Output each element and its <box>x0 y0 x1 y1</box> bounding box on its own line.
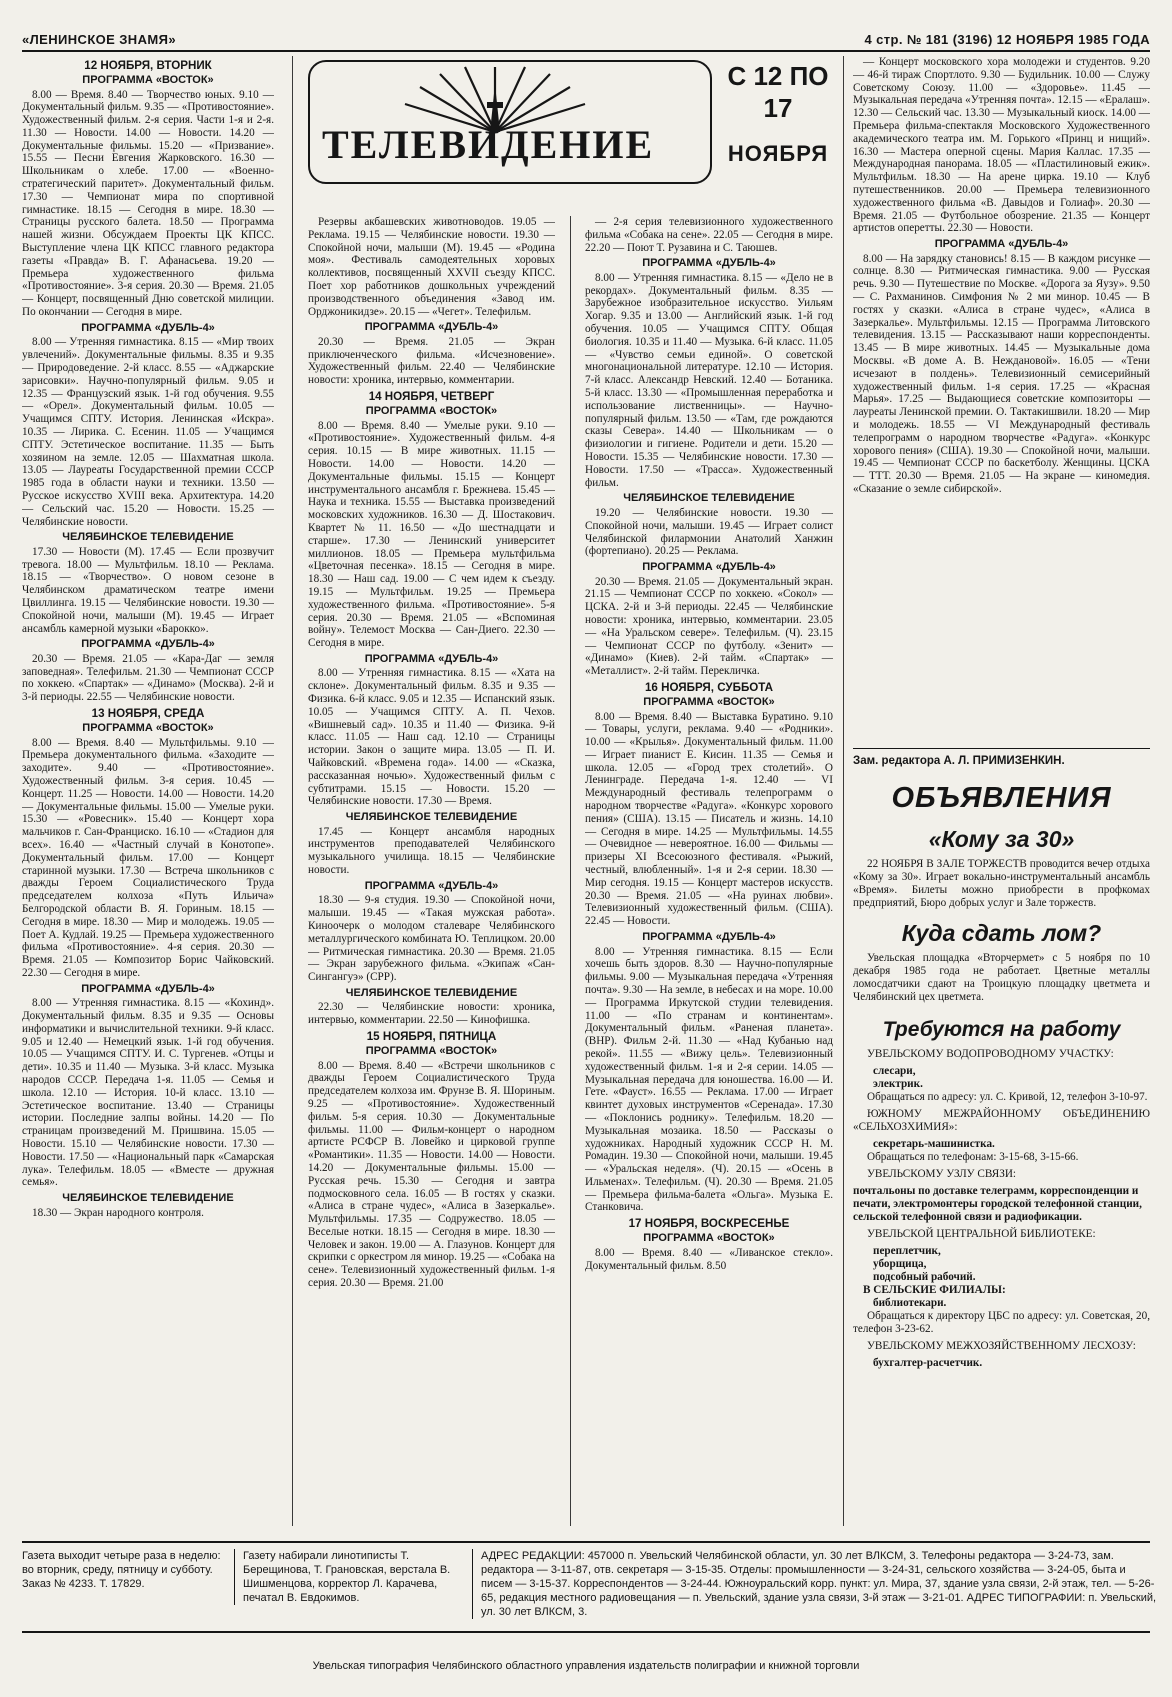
program-heading: ПРОГРАММА «ДУБЛЬ-4» <box>364 879 499 892</box>
printer-line: Увельская типография Челябинского областного управления издательств полиграфии и книжной торговли <box>312 1660 860 1672</box>
program-heading: ЧЕЛЯБИНСКОЕ ТЕЛЕВИДЕНИЕ <box>62 531 234 544</box>
job-title: переплетчик, <box>873 1245 941 1257</box>
week-dates <box>718 60 838 170</box>
editorial-address: АДРЕС РЕДАКЦИИ: 457000 п. Увельский Челябинской области, ул. 30 лет ВЛКСМ, 3. Телефоны редактора — 3-24-73, зам. редактора — 3-11-87, отв. секретаря — 3-15-35. Отделы: промышленности — 3-24-31, сельского хозяйства — 3-24-05, быта и писем — 3-15-37. Корреспондентов — 3-24-44. Южноуральский корр. пункт: ул. Мира, 37, здание узла связи, 2-й этаж, тел. — 5-26-65, редакция местного радиовещания — п. Увельский, здание узла связи, 3-й этаж — 3-21-01. АДРЕС ТИПОГРАФИИ: п. Увельский, ул. 30 лет ВЛКСМ, 3. <box>472 1549 1157 1619</box>
schedule-text: 8.00 — Утренняя гимнастика. 8.15 — «Дело не в рекордах». Документальный фильм. 8.35 — Зарубежное изобразительное искусство. Уильям Хогар. 9.35 и 13.00 — Английский язык. 1-й год обучения. 10.05 — Учащимся СПТУ. Общая биология. 10.35 и 11.40 — Музыка. 6-й класс. 11.05 — «Чувство семьи единой». О советской многонациональной литературе. 12.10 — История. 7-й класс. Александр Невский. 12.40 — Ботаника. 5-й класс. 13.30 — «Промышленная переработка и использование лиственницы». — Научно-популярный фильм. 13.50 — «Там, где рождаются сказы Севера». 14.40 — Школьникам — о физиологии и гигиене. Родители и дети. 15.20 — Новости. 15.35 — Челябинские новости. 17.30 — Новости. 17.50 — «Трасса». Художественный фильм. <box>585 271 833 489</box>
job-org: УВЕЛЬСКОМУ МЕЖХОЗЯЙСТВЕННОМУ ЛЕСХОЗУ: <box>867 1340 1136 1352</box>
deputy-editor: Зам. редактора А. Л. ПРИМИЗЕНКИН. <box>853 748 1150 767</box>
day-heading: 12 НОЯБРЯ, ВТОРНИК <box>84 59 212 72</box>
program-heading: ПРОГРАММА «ВОСТОК» <box>365 405 498 418</box>
program-heading: ПРОГРАММА «ДУБЛЬ-4» <box>81 982 215 995</box>
typesetters: Газету набирали линотиписты Т. Берещинова, Т. Грановская, верстала В. Шишменцова, корректор Л. Карачева, печатал В. Евдокимов. <box>234 1549 465 1605</box>
job-contact: Обращаться к директору ЦБС по адресу: ул. Советская, 20, телефон 3-23-62. <box>853 1310 1150 1335</box>
schedule-text: 18.30 — Экран народного контроля. <box>32 1206 204 1219</box>
program-heading: ПРОГРАММА «ВОСТОК» <box>82 74 214 86</box>
schedule-text: 19.20 — Челябинские новости. 19.30 — Спокойной ночи, малыши. 19.45 — Играет солист Челябинской филармонии Анатолий Ханжин (фортепиано). 20.25 — Реклама. <box>585 506 833 558</box>
imprint-footer <box>22 1541 1157 1633</box>
schedule-column-2 <box>308 216 555 1526</box>
program-heading: ПРОГРАММА «ДУБЛЬ-4» <box>934 238 1069 251</box>
schedule-text: 8.00 — Утренняя гимнастика. 8.15 — Если хочешь быть здоров. 8.30 — Научно-популярные фильмы. 9.00 — Музыкальная передача «Утренняя почта». 9.30 — На земле, в небесах и на море. 10.00 — Программа Иркутской студии телевидения. 11.00 — «По странам и континентам». Документальный фильм. «Раненая планета». (ВНР). Фильм 2-й. 11.30 — «Над Кубанью над рекой». 11.55 — «Вижу цель». Телевизионный художественный фильм. 1-я и 2-я серии. 14.05 — Музыкальная передача для юношества. 16.00 — И. Гете. «Фауст». 16.55 — Реклама. 17.00 — Играет квинтет духовых инструментов «Серенада». 17.30 — «Поклонись роднику». Телефильм. 18.20 — Музыкальная мозаика. 18.50 — Рассказы о художниках. Народный художник СССР Н. М. Ромадин. 19.30 — Спокойной ночи, малыши. 19.45 — «Уральская неделя». (Ч). 20.15 — «Осень в Ильменах». Телефильм. (Ч). 20.30 — Время. 21.05 — Премьера фильма-балета «Ольга». Музыка Е. Станковича. <box>585 945 833 1214</box>
job-title: подсобный рабочий. <box>873 1271 976 1283</box>
program-heading: ЧЕЛЯБИНСКОЕ ТЕЛЕВИДЕНИЕ <box>623 492 795 505</box>
masthead <box>22 30 1150 52</box>
program-heading: ПРОГРАММА «ДУБЛЬ-4» <box>364 652 499 665</box>
schedule-text: 17.45 — Концерт ансамбля народных инструментов преподавателей Челябинского музыкального училища. 18.15 — Челябинские новости. <box>308 825 555 877</box>
program-heading: ПРОГРАММА «ДУБЛЬ-4» <box>642 931 776 944</box>
dates-month: НОЯБРЯ <box>727 141 829 166</box>
job-title: секретарь-машинистка. <box>873 1138 995 1150</box>
ad-text-scrap: Увельская площадка «Вторчермет» с 5 ноября по 10 декабря 1985 года не работает. Цветные металлы ломосдатчики сдают на Троицкую площадку цветмета и Челябинский цех цветмета. <box>853 952 1150 1003</box>
job-title: бухгалтер-расчетчик. <box>873 1357 983 1369</box>
schedule-text: 22.30 — Челябинские новости: хроника, интервью, комментарии. 22.50 — Кинофишка. <box>308 1001 555 1027</box>
job-org: УВЕЛЬСКОМУ ВОДОПРОВОДНОМУ УЧАСТКУ: <box>867 1048 1114 1060</box>
program-heading: ПРОГРАММА «ВОСТОК» <box>365 1045 498 1058</box>
ad-title-kому-za-30: «Кому за 30» <box>928 826 1075 852</box>
program-heading: ЧЕЛЯБИНСКОЕ ТЕЛЕВИДЕНИЕ <box>62 1192 234 1205</box>
schedule-column-3 <box>585 216 833 1526</box>
schedule-text: 8.00 — Время. 8.40 — «Встречи школьников с дважды Героем Социалистического Труда председателем колхоза им. Фрунзе В. Я. Шориным. 9.25 — «Противостояние». Художественный фильм. 5-я серия. 10.30 — Документальные фильмы. 11.00 — Фильм-концерт о народном артисте РСФСР В. Ловейко и цирковой группе «Романтики». 11.35 — Новости. 14.00 — Новости. 14.20 — Документальные фильмы. 15.00 — Русская речь. 15.30 — Сегодня и завтра подмосковного села. 16.05 — В гостях у сказки. «Алиса в стране чудес», «Алиса в Зазеркалье». Мультфильмы. 17.35 — Содружество. 18.05 — Веселые нотки. 18.15 — Сегодня в мире. 18.30 — Человек и закон. 19.00 — А. Глазунов. Концерт для скрипки с оркестром ля минор. 19.25 — «Собака на сене». Телевизионный художественный фильм. 1-я серия. 20.30 — Время. 21.00 <box>308 1059 555 1290</box>
schedule-text: — Концерт московского хора молодежи и студентов. 9.20 — 46-й тираж Спортлото. 9.30 — Будильник. 10.00 — Служу Советскому Союзу. 11.00 — «Здоровье». 11.45 — Музыкальная передача «Утренняя почта». 12.15 — «Ералаш». 12.30 — Сельский час. 13.30 — Музыкальный киоск. 14.00 — Премьера фильма-спектакля Московского Художественного академического театра им. М. Горького «Принц и нищий». 16.30 — Мастера оперной сцены. Мария Каллас. 17.35 — Международная панорама. 18.05 — «Пластилиновый ежик». Мультфильм. 18.30 — На арене цирка. 19.10 — Клуб путешественников. 20.00 — Премьера телевизионного художественного фильма «В. Давыдов и Голиаф». 20.30 — Время. 21.05 — Футбольное обозрение. 21.35 — Концерт артистов оперетты. 22.30 — Новости. <box>853 56 1150 235</box>
job-contact: Обращаться по телефонам: 3-15-68, 3-15-66. <box>867 1151 1079 1163</box>
schedule-text: 8.00 — На зарядку становись! 8.15 — В каждом рисунке — солнце. 8.30 — Ритмическая гимнастика. 9.00 — Русская речь. 9.30 — Путешествие по Москве. «Дорога за Яузу». 9.50 — С. Рахманинов. Симфония № 2 ми минор. 10.45 — В гостях у сказки. «Алиса в стране чудес», «Алиса в Зазеркалье». Мультфильмы. 12.15 — Программа Литовского телевидения. 13.15 — Рассказывают наши корреспонденты. 13.45 — В мире животных. 14.45 — Музыкальные дома Москвы. «В доме А. В. Неждановой». 16.05 — «Тени исчезают в полдень». Телевизионный семисерийный художественный фильм. 1-я серия. 17.25 — «Красная Марья». 17.25 — Выдающиеся советские композиторы — лауреаты Ленинской премии. О. Тактакишвили. 18.20 — Мир и молодежь. 18.55 — VI Международный фестиваль телепрограмм о народном творчестве «Радуга». «Конкурс хорового пения» (США). 19.30 — Спокойной ночи, малыши. 19.45 — Чемпионат СССР по баскетболу. Женщины. ЦСКА — ТТТ. 20.30 — Время. 21.05 — На экране — киномедия. «Сказание о земле сибирской». <box>853 252 1150 495</box>
tv-title: ТЕЛЕВИДЕНИЕ <box>322 122 655 167</box>
schedule-text: — 2-я серия телевизионного художественного фильма «Собака на сене». 22.05 — Сегодня в мире. 22.20 — Поют Т. Рузавина и С. Таюшев. <box>585 216 833 254</box>
day-heading: 16 НОЯБРЯ, СУББОТА <box>644 681 774 694</box>
schedule-text: 8.00 — Утренняя гимнастика. 8.15 — «Хата на склоне». Документальный фильм. 8.35 и 9.35 — Физика. 6-й класс. 9.05 и 12.35 — Испанский язык. 10.05 — Учащимся СПТУ. А. П. Чехов. «Вишневый сад». 10.35 и 11.40 — Физика. 9-й класс. 11.05 — Наш сад. 12.10 — Страницы истории. Закон о защите мира. 13.05 — П. И. Чайковский. «Времена года». 14.00 — «Сказка, рассказанная ночью». Художественный фильм с субтитрами. 15.15 — Новости. 15.20 — Челябинские новости. 17.30 — Время. <box>308 667 555 808</box>
program-heading: ПРОГРАММА «ДУБЛЬ-4» <box>364 321 499 334</box>
program-heading: ПРОГРАММА «ВОСТОК» <box>643 1232 775 1245</box>
column-divider <box>292 56 293 1526</box>
schedule-text: 8.00 — Время. 8.40 — Мультфильмы. 9.10 — Премьера документального фильма. «Заходите — заходите». 9.40 — «Противостояние». Художественный фильм. 3-я серия. 10.45 — Концерт. 11.25 — Новости. 14.00 — Новости. 14.20 — Документальные фильмы. 15.00 — Умелые руки. 15.30 — «Ровесник». 15.40 — Концерт хора мальчиков г. Сан-Франциско. 16.10 — «Стадион для всех». 16.40 — «Частный случай в Конотопе». Документальный фильм. 17.00 — Концерт старинной музыки. 17.30 — Встреча школьников с дважды Героем Социалистического Труда председателем колхоза «Путь Ильича» Белгородской области В. Я. Гориным. 18.15 — Сегодня в мире. 18.30 — Мир и молодежь. 19.05 — Поет А. Кудлай. 19.25 — Премьера художественного фильма «Противостояние». 4-я серия. 20.30 — Время. 21.05 — Композитор Борис Чайковский. 22.30 — Сегодня в мире. <box>22 736 274 979</box>
schedule-column-1 <box>22 56 274 1526</box>
schedule-text: 20.30 — Время. 21.05 — «Кара-Даг — земля заповедная». Телефильм. 21.30 — Чемпионат СССР по хоккею. «Спартак» — «Динамо» (Москва). 2-й и 3-й периоды. 22.55 — Челябинские новости. <box>22 652 274 704</box>
ad-text-evening: 22 НОЯБРЯ В ЗАЛЕ ТОРЖЕСТВ проводится вечер отдыха «Кому за 30». Играет вокально-инструментальный ансамбль «Время». Билеты можно приобрести в профкомах предприятий, Бюро добрых услуг и Зале торжеств. <box>853 858 1150 909</box>
column-divider <box>843 56 844 1526</box>
program-heading: ПРОГРАММА «ВОСТОК» <box>82 722 214 735</box>
job-org: УВЕЛЬСКОМУ УЗЛУ СВЯЗИ: <box>867 1168 1017 1180</box>
day-heading: 13 НОЯБРЯ, СРЕДА <box>91 707 205 721</box>
schedule-text: 20.30 — Время. 21.05 — Документальный экран. 21.15 — Чемпионат СССР по хоккею. «Сокол» — ЦСКА. 2-й и 3-й периоды. 22.45 — Челябинские новости: хроника, интервью, комментарии. 23.05 — «На Уральском севере». Телефильм. (Ч). 23.15 — Чемпионат СССР по футболу. «Зенит» — «Динамо» (Киев). 2-й тайм. «Спартак» — «Металлист». 2-й тайм. Перекличка. <box>585 575 833 678</box>
tv-banner <box>308 60 712 184</box>
schedule-text: 8.00 — Время. 8.40 — Выставка Буратино. 9.10 — Товары, услуги, реклама. 9.40 — «Родники». 10.00 — «Крылья». Документальный фильм. 11.00 — Играет пианист Е. Кисин. 11.35 — Семья и школа. 12.05 — «Город трех столетий». О Ленинграде. Передача 1-я. 12.40 — VI Международный фестиваль телепрограмм о народном творчестве «Радуга». «Конкурс хорового пения» (США). 13.15 — Писатель и жизнь. 14.10 — Сегодня в мире. 14.25 — Мультфильмы. 14.55 — Очевидное — невероятное. 16.00 — Фильмы — призеры XI Всесоюзного фестиваля. «Рыжий, честный, влюбленный». 1-я и 2-я серии. 18.30 — Мир сегодня. 19.15 — Концерт мастеров искусств. 20.30 — Время. 21.05 — «На руинах любви». Телевизионный художественный фильм. (США). 22.45 — Новости. <box>585 710 833 928</box>
ads-section <box>853 780 1150 1370</box>
day-heading: 15 НОЯБРЯ, ПЯТНИЦА <box>366 1030 497 1044</box>
day-heading: 14 НОЯБРЯ, ЧЕТВЕРГ <box>368 390 495 404</box>
schedule-text: Резервы акбашевских животноводов. 19.05 — Реклама. 19.15 — Челябинские новости. 19.30 — Спокойной ночи, малыши (М). 19.45 — «Родина моя». Фестиваль самодеятельных хоровых коллективов, посвященный XXVII съезду КПСС. Поет хор работников дошкольных учреждений производственного объединения «Завод им. Орджоникидзе». 20.15 — «Чегет». Телефильм. <box>308 216 555 318</box>
schedule-text: 8.00 — Время. 8.40 — Творчество юных. 9.10 — Документальный фильм. 9.35 — «Противостояние». Художественный фильм. 2-я серия. Части 1-я и 2-я. 11.30 — Новости. 14.00 — Новости. 14.20 — Документальные фильмы. 15.20 — «Призвание». 15.55 — Песни Евгения Жарковского. 16.30 — Школьникам о хлебе. 17.00 — «Военно-стратегический паритет». Документальный фильм. 17.30 — Чемпионат мира по спортивной гимнастике. 18.15 — Сегодня в мире. 18.30 — Страницы русского балета. 18.50 — Программа нашей жизни. Обсуждаем Проекты ЦК КПСС. Выступление члена ЦК КПСС главного редактора газеты «Правда» В. Г. Афанасьева. 19.20 — Премьера художественного фильма «Противостояние». 3-я серия. 20.30 — Время. 21.05 — Концерт, посвященный Дню советской милиции. По окончании — Сегодня в мире. <box>22 88 274 319</box>
program-heading: ПРОГРАММА «ДУБЛЬ-4» <box>642 561 776 574</box>
schedule-text: 17.30 — Новости (М). 17.45 — Если прозвучит тревога. 18.00 — Мультфильм. 18.10 — Реклама. 18.15 — «Творчество». О новом сезоне в Челябинском драматическом театре имени Цвиллинга. 19.15 — Челябинские новости. 19.30 — Спокойной ночи, малыши (М). 19.45 — Играет ансамбль камерной музыки «Барокко». <box>22 545 274 635</box>
ad-title-jobs: Требуются на работу <box>882 1018 1121 1041</box>
dates-range: С 12 ПО 17 <box>727 61 829 123</box>
ad-title-scrap: Куда сдать лом? <box>901 920 1102 946</box>
program-heading: ПРОГРАММА «ДУБЛЬ-4» <box>81 321 215 334</box>
job-title: уборщица, <box>873 1258 927 1270</box>
program-heading: ЧЕЛЯБИНСКОЕ ТЕЛЕВИДЕНИЕ <box>345 811 518 824</box>
schedule-text: 20.30 — Время. 21.05 — Экран приключенческого фильма. «Исчезновение». Художественный фильм. 22.40 — Челябинские новости: хроника, интервью, комментарии. <box>308 335 555 387</box>
job-title: почтальоны по доставке телеграмм, корреспонденции и печати, электромонтеры городской телефонной станции, сельской телефонной связи и радиофикации. <box>853 1185 1142 1223</box>
publication-schedule: Газета выходит четыре раза в неделю: во вторник, среду, пятницу и субботу. Заказ № 4233. Т. 17829. <box>22 1550 221 1590</box>
schedule-column-4 <box>853 56 1150 776</box>
ads-heading: ОБЪЯВЛЕНИЯ <box>891 782 1112 814</box>
job-org: ЮЖНОМУ МЕЖРАЙОННОМУ ОБЪЕДИНЕНИЮ «СЕЛЬХОЗХИМИЯ»: <box>853 1108 1150 1133</box>
program-heading: ПРОГРАММА «ДУБЛЬ-4» <box>81 638 215 651</box>
schedule-text: 8.00 — Время. 8.40 — «Ливанское стекло». Документальный фильм. 8.50 <box>585 1246 833 1272</box>
program-heading: ПРОГРАММА «ВОСТОК» <box>643 696 775 708</box>
job-title: библиотекари. <box>873 1297 947 1309</box>
newspaper-title: «ЛЕНИНСКОЕ ЗНАМЯ» <box>22 32 176 47</box>
job-org: УВЕЛЬСКОЙ ЦЕНТРАЛЬНОЙ БИБЛИОТЕКЕ: <box>867 1228 1096 1240</box>
day-heading: 17 НОЯБРЯ, ВОСКРЕСЕНЬЕ <box>628 1217 790 1231</box>
program-heading: ПРОГРАММА «ДУБЛЬ-4» <box>642 257 776 270</box>
job-title: электрик. <box>873 1078 923 1090</box>
job-org: В СЕЛЬСКИЕ ФИЛИАЛЫ: <box>863 1284 1006 1296</box>
issue-info: 4 стр. № 181 (3196) 12 НОЯБРЯ 1985 ГОДА <box>864 32 1150 47</box>
schedule-text: 8.00 — Время. 8.40 — Умелые руки. 9.10 — «Противостояние». Художественный фильм. 4-я серия. 10.15 — В мире животных. 11.15 — Новости. 14.00 — Новости. 14.20 — Документальные фильмы. 15.15 — Концерт инструментального ансамбля г. Брежнева. 15.45 — Наука и техника. 15.55 — Выставка произведений московских художников. 16.30 — Д. Шостакович. Квартет № 11. 16.50 — «До шестнадцати и старше». 17.30 — Ленинский университет миллионов. 18.05 — Премьера мультфильма «Цветочная песенка». 18.15 — Сегодня в мире. 18.30 — Наш сад. 19.00 — С чем идем к съезду. 19.15 — Мультфильм. 19.25 — Премьера художественного фильма. «Противостояние». 5-я серия. 20.30 — Время. 21.05 — «Вспоминая войну». Телемост Москва — Сан-Диего. 22.30 — Сегодня в мире. <box>308 419 555 650</box>
column-divider <box>570 216 571 1526</box>
schedule-text: 8.00 — Утренняя гимнастика. 8.15 — «Мир твоих увлечений». Документальные фильмы. 8.35 и 9.35 — Природоведение. 2-й класс. 8.55 — «Аджарские зарисовки». Научно-популярный фильм. 9.05 и 12.35 — Французский язык. 1-й год обучения. 9.55 — «Орел». Документальный фильм. 10.05 — Учащимся СПТУ. История. Ленинская «Искра». 10.35 — Лирика. С. Есенин. 11.05 — Учащимся СПТУ. Эстетическое воспитание. 11.35 — Быть хозяином на земле. 12.05 — Шахматная школа. 13.05 — Лауреаты Государственной премии СССР 1985 года в области науки и техники. 13.50 — Русское искусство XVIII века. Архитектура. 14.20 — Сельский час. 15.20 — Новости. 15.25 — Челябинские новости. <box>22 336 274 528</box>
job-title: слесари, <box>873 1065 916 1077</box>
schedule-text: 8.00 — Утренняя гимнастика. 8.15 — «Кохинд». Документальный фильм. 8.35 и 9.35 — Основы информатики и вычислительной техники. 9-й класс. 9.05 и 12.40 — Немецкий язык. 1-й год обучения. 10.05 — Учащимся СПТУ. И. С. Тургенев. «Отцы и дети». 10.35 и 11.40 — Музыка. 3-й класс. Музыка народов СССР. Передача 1-я. 11.05 — Семья и школа. 12.10 — История. 10-й класс. 13.10 — Эстетическое воспитание. 13.40 — Страницы истории. Последние залпы войны. 14.20 — По страницам произведений М. Пришвина. 15.05 — Новости. 15.10 — Челябинские новости. 17.30 — Новости. 17.50 — «Национальный парк «Самарская лука». Телефильм. 18.05 — «Вместе — дружная семья». <box>22 997 274 1189</box>
job-contact: Обращаться по адресу: ул. С. Кривой, 12, телефон 3-10-97. <box>867 1091 1148 1103</box>
program-heading: ЧЕЛЯБИНСКОЕ ТЕЛЕВИДЕНИЕ <box>345 986 518 999</box>
schedule-text: 18.30 — 9-я студия. 19.30 — Спокойной ночи, малыши. 19.45 — «Такая мужская работа». Киноочерк о молодом сталеваре Челябинского металлургического комбината Ю. Теплицком. 20.00 — Ритмическая гимнастика. 20.30 — Время. 21.05 — Экран зарубежного фильма. «Экипаж «Сан-Сингангуэ» (СРР). <box>308 894 555 984</box>
